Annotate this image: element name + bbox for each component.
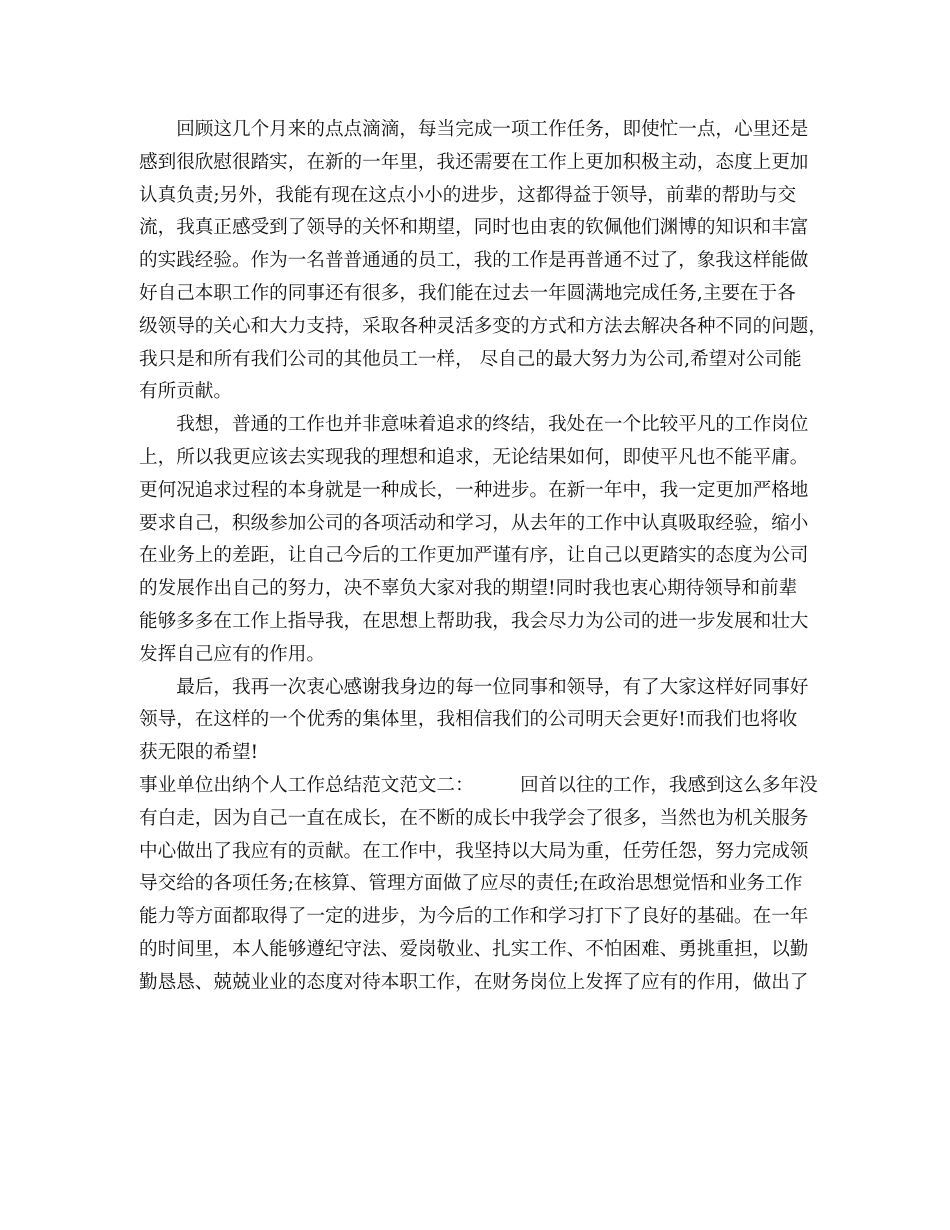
text-line: 我想，普通的工作也并非意味着追求的终结，我处在一个比较平凡的工作岗位 <box>139 414 809 436</box>
text-line: 感到很欣慰很踏实，在新的一年里，我还需要在工作上更加积极主动，态度上更加 <box>139 151 809 173</box>
text-line: 我只是和所有我们公司的其他员工一样， 尽自己的最大努力为公司,希望对公司能 <box>139 348 802 370</box>
text-line: 的时间里，本人能够遵纪守法、爱岗敬业、扎实工作、不怕困难、勇挑重担，以勤 <box>139 938 809 960</box>
text-line: 在业务上的差距，让自己今后的工作更加严谨有序，让自己以更踏实的态度为公司 <box>139 545 809 567</box>
text-line: 领导，在这样的一个优秀的集体里，我相信我们的公司明天会更好!而我们也将收 <box>139 709 798 731</box>
text-line: 有白走，因为自己一直在成长，在不断的成长中我学会了很多，当然也为机关服务 <box>139 807 809 829</box>
text-line: 中心做出了我应有的贡献。在工作中，我坚持以大局为重，任劳任怨，努力完成领 <box>139 840 809 862</box>
text-line: 好自己本职工作的同事还有很多，我们能在过去一年圆满地完成任务,主要在于各 <box>139 282 796 304</box>
text-line: 获无限的希望! <box>139 742 259 764</box>
text-line: 的实践经验。作为一名普普通通的员工，我的工作是再普通不过了，象我这样能做 <box>139 250 809 272</box>
text-line: 回顾这几个月来的点点滴滴，每当完成一项工作任务，即使忙一点，心里还是 <box>139 119 809 140</box>
text-line: 能力等方面都取得了一定的进步，为今后的工作和学习打下了良好的基础。在一年 <box>139 906 809 928</box>
text-line: 认真负责;另外，我能有现在这点小小的进步，这都得益于领导，前辈的帮助与交 <box>139 184 797 206</box>
text-line: 事业单位出纳个人工作总结范文范文二： 回首以往的工作，我感到这么多年没 <box>139 774 818 796</box>
text-line: 勤恳恳、兢兢业业的态度对待本职工作，在财务岗位上发挥了应有的作用，做出了 <box>139 971 809 993</box>
text-line: 的发展作出自己的努力，决不辜负大家对我的期望!同时我也衷心期待领导和前辈 <box>139 578 798 600</box>
text-line: 最后，我再一次衷心感谢我身边的每一位同事和领导，有了大家这样好同事好 <box>139 676 809 698</box>
text-line: 上，所以我更应该去实现我的理想和追求，无论结果如何，即使平凡也不能平庸。 <box>139 446 809 468</box>
text-line: 发挥自己应有的作用。 <box>139 643 325 665</box>
text-line: 导交给的各项任务;在核算、管理方面做了应尽的责任;在政治思想觉悟和业务工作 <box>139 873 803 895</box>
text-line: 更何况追求过程的本身就是一种成长，一种进步。在新一年中，我一定更加严格地 <box>139 479 809 501</box>
text-line: 流，我真正感受到了领导的关怀和期望，同时也由衷的钦佩他们渊博的知识和丰富 <box>139 217 809 239</box>
text-line: 有所贡献。 <box>139 381 232 403</box>
document-body <box>139 114 827 1000</box>
text-line: 级领导的关心和大力支持，采取各种灵活多变的方式和方法去解决各种不同的问题， <box>139 315 827 337</box>
text-line: 要求自己，积级参加公司的各项活动和学习，从去年的工作中认真吸取经验，缩小 <box>139 512 809 534</box>
text-line: 能够多多在工作上指导我，在思想上帮助我，我会尽力为公司的进一步发展和壮大 <box>139 610 809 632</box>
